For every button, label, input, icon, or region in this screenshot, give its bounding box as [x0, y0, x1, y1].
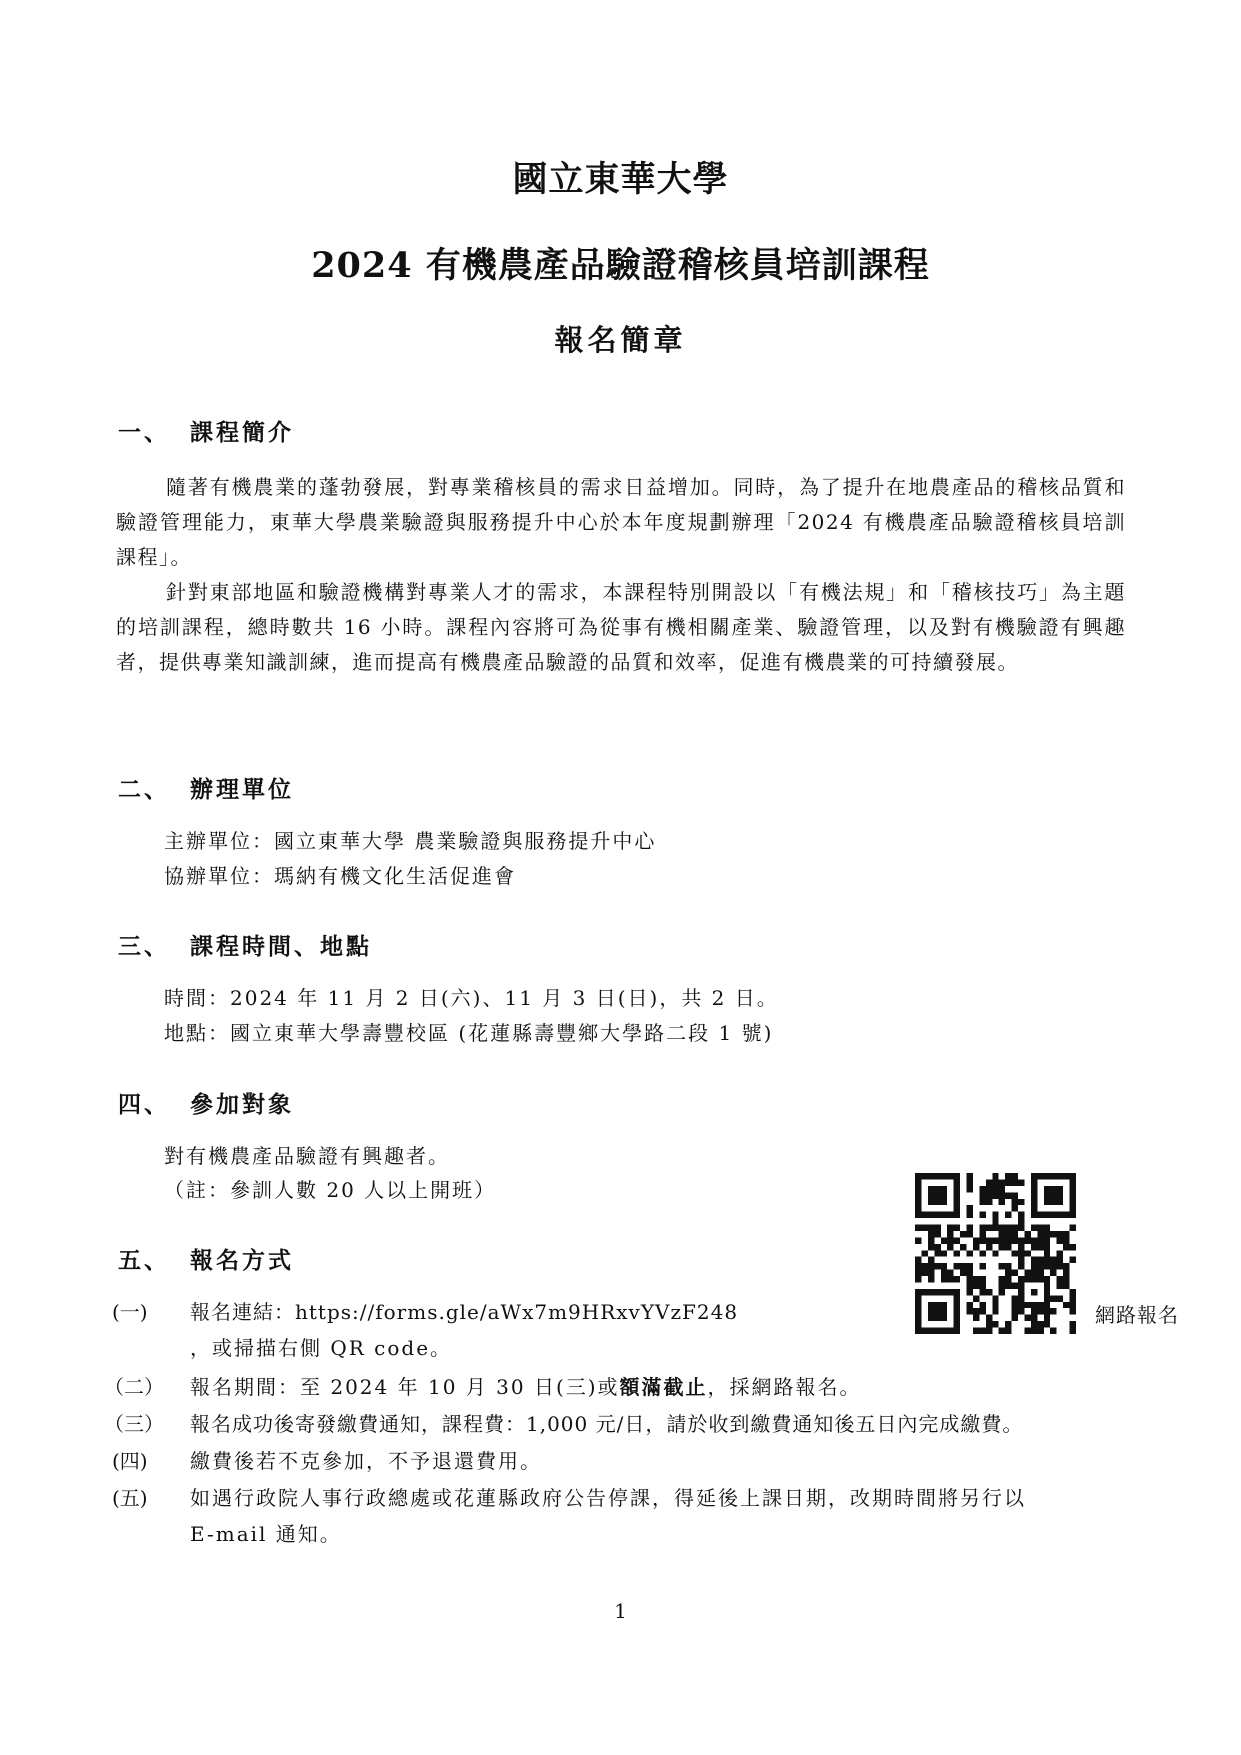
item-5-index: (五): [112, 1486, 148, 1510]
university-title: 國立東華大學: [512, 159, 729, 200]
qr-code-icon[interactable]: [915, 1173, 1076, 1334]
section-3-number: 三、: [118, 933, 170, 960]
section-2-title: 辦理單位: [190, 776, 294, 803]
item-4-index: (四): [112, 1449, 148, 1473]
course-location-line: 地點：國立東華大學壽豐校區 (花蓮縣壽豐鄉大學路二段 1 號): [164, 1021, 774, 1045]
section-2-number: 二、: [118, 776, 170, 803]
registration-link-line: 報名連結：https://forms.gle/aWx7m9HRxvYVzF248: [190, 1300, 739, 1324]
section-4-number: 四、: [118, 1091, 170, 1118]
online-registration-caption: 網路報名: [1095, 1303, 1179, 1327]
item-1-index: (一): [112, 1300, 148, 1324]
course-time-line: 時間：2024 年 11 月 2 日(六)、11 月 3 日(日)，共 2 日。: [164, 986, 779, 1010]
section-1-number: 一、: [118, 419, 170, 446]
co-organizer-line: 協辦單位：瑪納有機文化生活促進會: [164, 864, 516, 888]
refund-policy-line: 繳費後若不克參加，不予退還費用。: [190, 1449, 542, 1473]
email-notice-line: E-mail 通知。: [190, 1522, 342, 1546]
intro-paragraph-2: 針對東部地區和驗證機構對專業人才的需求，本課程特別開設以「有機法規」和「稽核技巧」為主題的培訓課程，總時數共 16 小時。課程內容將可為從事有機相關產業、驗證管理，以及對有機驗證有興趣者，提供專業知識訓練，進而提高有機農產品驗證的品質和效率，促進有機農業的可持續發展。: [116, 580, 1126, 674]
section-4-title: 參加對象: [190, 1091, 294, 1118]
registration-period-line: [190, 1371, 862, 1400]
full-stop-emphasis: 額滿截止: [619, 1375, 708, 1399]
class-suspension-line: 如遇行政院人事行政總處或花蓮縣政府公告停課，得延後上課日期，改期時間將另行以: [190, 1486, 1026, 1510]
item-3-index: （三）: [104, 1412, 164, 1436]
document-type-title: 報名簡章: [554, 323, 687, 357]
course-title: 2024 有機農產品驗證稽核員培訓課程: [311, 245, 930, 286]
registration-qr-hint: ，或掃描右側 QR code。: [190, 1336, 453, 1360]
registration-period-tail: ，採網路報名。: [707, 1375, 862, 1399]
page-number: 1: [614, 1599, 627, 1623]
section-3-title: 課程時間、地點: [190, 933, 372, 960]
organizer-line: 主辦單位：國立東華大學 農業驗證與服務提升中心: [164, 829, 657, 853]
section-1-body: [116, 470, 1126, 680]
section-5-number: 五、: [118, 1247, 170, 1274]
registration-period-text: 報名期間：至 2024 年 10 月 30 日(三)或: [190, 1375, 620, 1399]
section-5-title: 報名方式: [190, 1247, 294, 1274]
section-1-title: 課程簡介: [190, 419, 294, 446]
intro-paragraph-1: 隨著有機農業的蓬勃發展，對專業稽核員的需求日益增加。同時，為了提升在地農產品的稽核品質和驗證管理能力，東華大學農業驗證與服務提升中心於本年度規劃辦理「2024 有機農產品驗證稽核員培訓課程」。: [116, 475, 1126, 569]
item-2-index: （二）: [104, 1375, 164, 1399]
target-audience-line: 對有機農產品驗證有興趣者。: [164, 1144, 450, 1168]
payment-notice-line: 報名成功後寄發繳費通知，課程費：1,000 元/日，請於收到繳費通知後五日內完成繳費。: [190, 1412, 1024, 1436]
minimum-enrollment-note: （註：參訓人數 20 人以上開班）: [164, 1178, 497, 1202]
